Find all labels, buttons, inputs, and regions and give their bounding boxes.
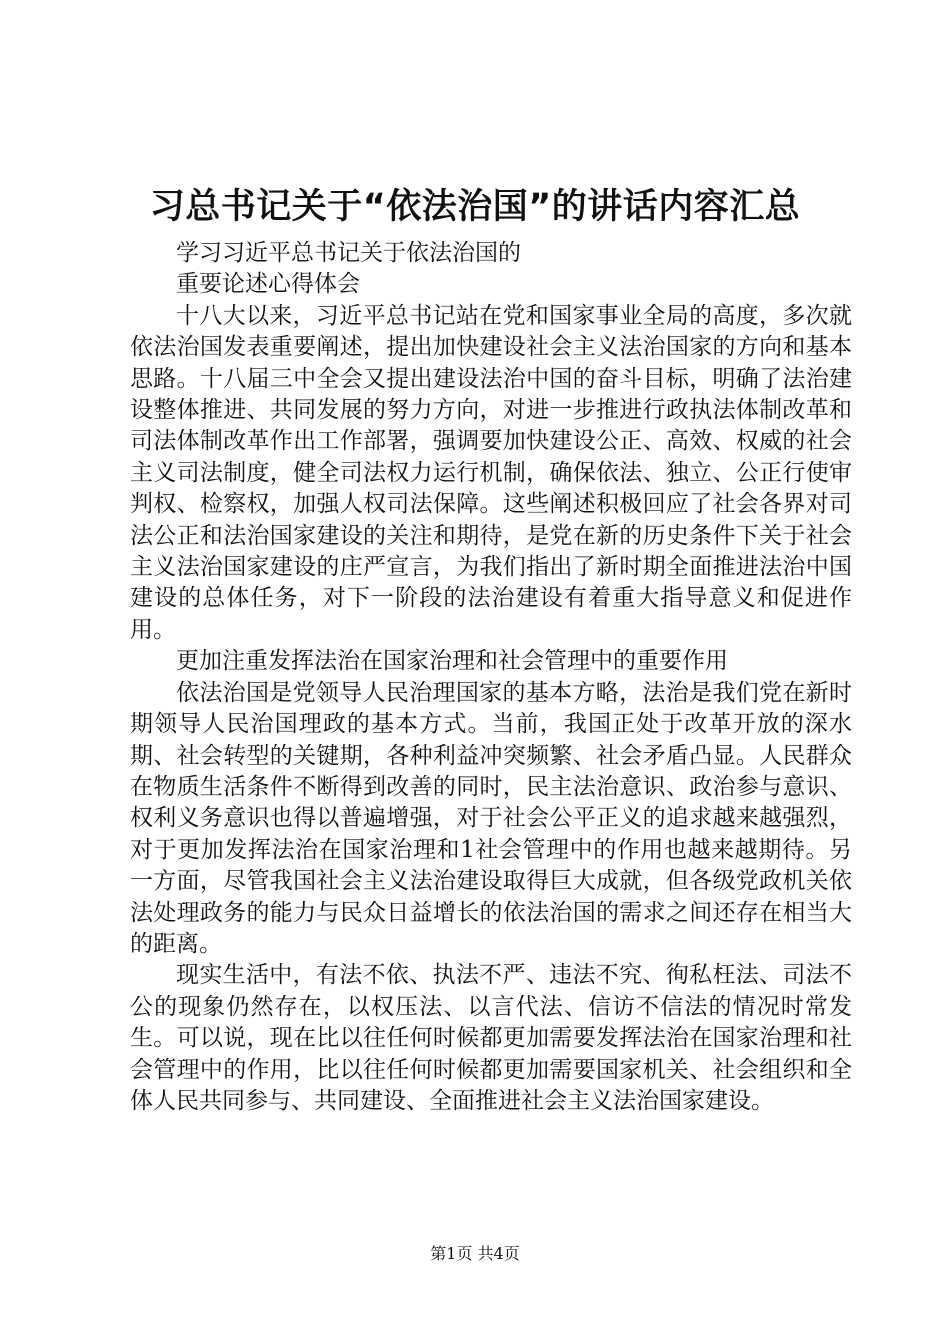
subtitle-line-1: 学习习近平总书记关于依法治国的 (176, 240, 521, 266)
document-body (130, 238, 852, 1117)
section-heading: 更加注重发挥法治在国家治理和社会管理中的重要作用 (176, 648, 728, 675)
body-paragraph: 十八大以来，习近平总书记站在党和国家事业全局的高度，多次就依法治国发表重要阐述，提出加快建设社会主义法治国家的方向和基本思路。十八届三中全会又提出建设法治中国的奋斗目标，明确了法治建设整体推进、共同发展的努力方向，对进一步推进行政执法体制改革和司法体制改革作出工作部署，强调要加快建设公正、高效、权威的社会主义司法制度，健全司法权力运行机制，确保依法、独立、公正行使审判权、检察权，加强人权司法保障。这些阐述积极回应了社会各界对司法公正和法治国家建设的关注和期待，是党在新的历史条件下关于社会主义法治国家建设的庄严宣言，为我们指出了新时期全面推进法治中国建设的总体任务，对下一阶段的法治建设有着重大指导意义和促进作用。 (130, 302, 852, 643)
document-title: 习总书记关于“依法治国”的讲话内容汇总 (149, 187, 801, 227)
subtitle-line-2: 重要论述心得体会 (176, 271, 360, 298)
page-footer: 第1页 共4页 (430, 1244, 520, 1263)
body-paragraph: 现实生活中，有法不依、执法不严、违法不究、徇私枉法、司法不公的现象仍然存在，以权压法、以言代法、信访不信法的情况时常发生。可以说，现在比以往任何时候都更加需要发挥法治在国家治理和社会管理中的作用，比以往任何时候都更加需要国家机关、社会组织和全体人民共同参与、共同建设、全面推进社会主义法治国家建设。 (130, 962, 852, 1114)
body-paragraph: 依法治国是党领导人民治理国家的基本方略，法治是我们党在新时期领导人民治国理政的基本方式。当前，我国正处于改革开放的深水期、社会转型的关键期，各种利益冲突频繁、社会矛盾凸显。人民群众在物质生活条件不断得到改善的同时，民主法治意识、政治参与意识、权利义务意识也得以普遍增强，对于社会公平正义的追求越来越强烈，对于更加发挥法治在国家治理和1社会管理中的作用也越来越期待。另一方面，尽管我国社会主义法治建设取得巨大成就，但各级党政机关依法处理政务的能力与民众日益增长的依法治国的需求之间还存在相当大的距离。 (130, 679, 852, 957)
